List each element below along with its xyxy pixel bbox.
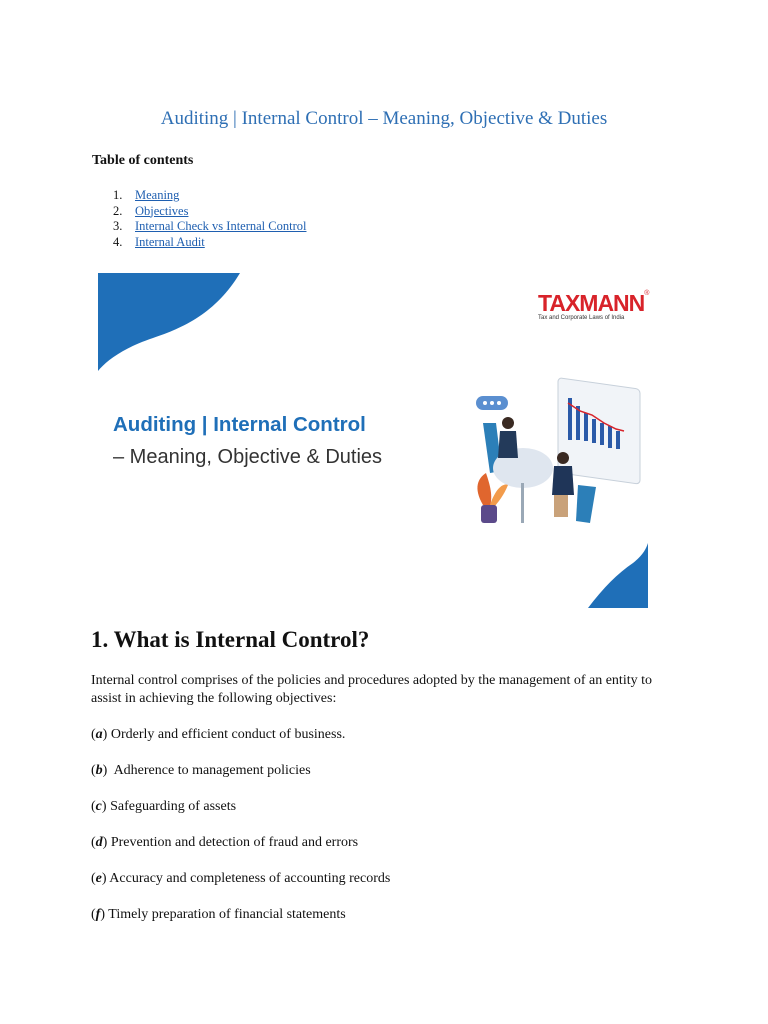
- toc-item-number: 1.: [113, 188, 123, 202]
- plant: [477, 473, 491, 507]
- toc-link-internal-check[interactable]: Internal Check vs Internal Control: [135, 219, 307, 233]
- person-head: [502, 417, 514, 429]
- chart-bar: [608, 426, 612, 448]
- chair-right: [576, 485, 596, 523]
- banner-image: [98, 273, 648, 608]
- objective-item: (c) Safeguarding of assets: [91, 799, 237, 814]
- person-head: [557, 452, 569, 464]
- chart-bar: [616, 431, 620, 449]
- chart-bar: [584, 413, 588, 441]
- toc-link-internal-audit[interactable]: Internal Audit: [135, 234, 205, 249]
- toc-heading: Table of contents: [92, 153, 194, 168]
- intro-paragraph: Internal control comprises of the policies and procedures adopted by the management of an entity to assist in achieving the following objectives:: [91, 673, 652, 706]
- toc-item: [113, 235, 306, 251]
- toc-item-number: 3.: [113, 219, 123, 233]
- taxmann-logo: TAXMANN® Tax and Corporate Laws of India: [538, 290, 650, 321]
- toc-item: [113, 188, 306, 204]
- toc-link-objectives[interactable]: Objectives: [135, 203, 189, 218]
- section-heading: 1. What is Internal Control?: [91, 627, 370, 652]
- objective-item: (d) Prevention and detection of fraud and errors: [91, 835, 359, 850]
- toc-item-number: 2.: [113, 203, 123, 218]
- banner-wave-bottom: [588, 543, 648, 608]
- person-body: [498, 431, 518, 458]
- toc-item: [113, 219, 306, 235]
- banner-wave-top: [98, 273, 240, 371]
- toc-item-number: 4.: [113, 234, 123, 249]
- objective-item: (b) Adherence to management policies: [91, 763, 311, 778]
- chart-bar: [592, 419, 596, 443]
- banner-graphics: [98, 273, 648, 608]
- person-body: [552, 466, 574, 495]
- banner-subtitle: – Meaning, Objective & Duties: [113, 446, 383, 468]
- page-title: Auditing | Internal Control – Meaning, Objective & Duties: [160, 108, 608, 129]
- objective-item: (f) Timely preparation of financial statements: [91, 907, 346, 922]
- objective-item: (a) Orderly and efficient conduct of business.: [91, 727, 346, 742]
- banner-title: Auditing | Internal Control: [113, 413, 366, 436]
- meeting-illustration: [476, 378, 640, 523]
- objective-item: (e) Accuracy and completeness of accounting records: [91, 871, 391, 886]
- toc-link-meaning[interactable]: Meaning: [135, 188, 180, 202]
- chart-bar: [600, 423, 604, 445]
- table-of-contents: [113, 188, 306, 250]
- toc-item: [113, 204, 306, 220]
